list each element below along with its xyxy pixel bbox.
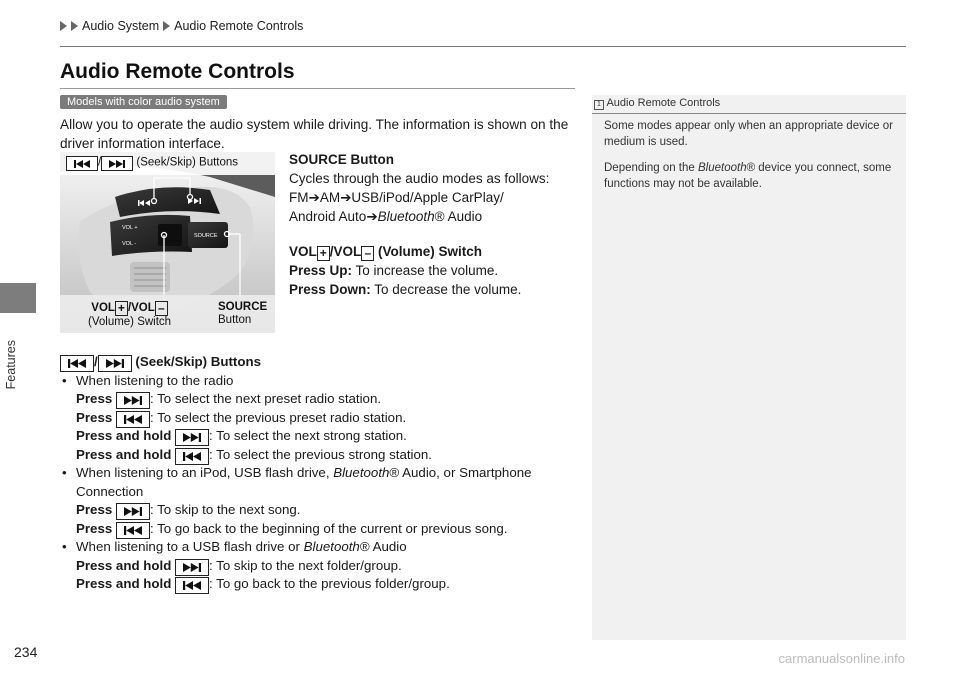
- figure-source-label: SOURCE Button: [218, 301, 268, 326]
- bullet-ipod: • When listening to an iPod, USB flash drive, Bluetooth® Audio, or Smartphone: [60, 464, 580, 483]
- skip-back-icon: [175, 577, 209, 594]
- section-label: Features: [4, 340, 18, 390]
- source-button-section: [289, 150, 579, 226]
- bullet-ipod-continued: Connection: [76, 483, 144, 499]
- skip-back-icon: [116, 522, 150, 539]
- side-note-p2: Depending on the Bluetooth® device you connect, some functions may not be available.: [604, 162, 892, 190]
- seek-row: Press and hold : To go back to the previous folder/group.: [60, 575, 580, 594]
- breadcrumb-arrow-icon: [60, 21, 67, 31]
- side-note-heading: 1 Audio Remote Controls: [592, 95, 906, 110]
- seek-row: Press : To skip to the next song.: [60, 501, 580, 520]
- arrow-right-icon: ➔: [366, 209, 378, 224]
- seek-row: Press and hold : To select the next strong station.: [60, 427, 580, 446]
- bullet-radio: • When listening to the radio: [60, 372, 580, 391]
- seek-heading: / (Seek/Skip) Buttons: [60, 353, 580, 372]
- breadcrumb: [60, 19, 303, 33]
- watermark: carmanualsonline.info: [778, 651, 905, 666]
- header-rule: [60, 46, 906, 47]
- breadcrumb-item[interactable]: Audio Remote Controls: [174, 19, 304, 33]
- skip-back-icon: [60, 355, 94, 372]
- source-line2: FM➔AM➔USB/iPod/Apple CarPlay/: [289, 190, 504, 205]
- arrow-right-icon: ➔: [340, 190, 352, 205]
- side-note-p1: Some modes appear only when an appropriate device or medium is used.: [604, 120, 893, 148]
- skip-forward-icon: [98, 355, 132, 372]
- seek-row: Press and hold : To select the previous strong station.: [60, 446, 580, 465]
- skip-back-icon: [175, 448, 209, 465]
- breadcrumb-arrow-icon: [163, 21, 170, 31]
- seek-skip-section: [60, 353, 580, 594]
- steering-wheel-figure: [60, 152, 275, 333]
- breadcrumb-arrow-icon: [71, 21, 78, 31]
- volume-heading: VOL + /VOL – (Volume) Switch: [289, 244, 483, 260]
- figure-volume-label: VOL + /VOL – (Volume) Switch: [88, 301, 172, 328]
- source-line3: Android Auto➔Bluetooth® Audio: [289, 209, 483, 224]
- page-title: Audio Remote Controls: [60, 60, 295, 83]
- wheel-vol-plus-text: VOL +: [122, 225, 138, 231]
- skip-back-icon: [116, 411, 150, 428]
- note-marker-icon: 1: [594, 100, 604, 110]
- skip-forward-icon: [101, 156, 133, 171]
- title-rule: [60, 88, 575, 89]
- wheel-source-text: SOURCE: [194, 233, 218, 239]
- skip-forward-icon: [175, 559, 209, 576]
- skip-forward-icon: [116, 392, 150, 409]
- side-note-panel: [592, 95, 906, 640]
- bullet-usb: • When listening to a USB flash drive or Bluetooth® Audio: [60, 538, 580, 557]
- wheel-vol-minus-text: VOL -: [122, 241, 137, 247]
- source-line1: Cycles through the audio modes as follows:: [289, 171, 550, 186]
- volume-up-text: Press Up: To increase the volume.: [289, 263, 499, 278]
- breadcrumb-item[interactable]: Audio System: [82, 19, 160, 33]
- seek-row: Press : To go back to the beginning of the current or previous song.: [60, 520, 580, 539]
- skip-forward-icon: [175, 429, 209, 446]
- skip-back-icon: [66, 156, 98, 171]
- page-number: 234: [14, 644, 38, 660]
- skip-forward-icon: [116, 503, 150, 520]
- volume-down-text: Press Down: To decrease the volume.: [289, 282, 522, 297]
- models-badge: Models with color audio system: [60, 95, 227, 109]
- source-heading: SOURCE Button: [289, 152, 394, 167]
- seek-row: Press and hold : To skip to the next folder/group.: [60, 557, 580, 576]
- section-tab: [0, 283, 36, 313]
- arrow-right-icon: ➔: [308, 190, 320, 205]
- figure-seek-label: / (Seek/Skip) Buttons: [66, 156, 238, 171]
- seek-row: Press : To select the previous preset radio station.: [60, 409, 580, 428]
- side-note-rule: [592, 113, 906, 114]
- side-note-body: [604, 118, 894, 192]
- volume-switch-section: [289, 242, 579, 299]
- seek-row: Press : To select the next preset radio station.: [60, 390, 580, 409]
- intro-text: Allow you to operate the audio system while driving. The information is shown on the driver information interface.: [60, 117, 569, 151]
